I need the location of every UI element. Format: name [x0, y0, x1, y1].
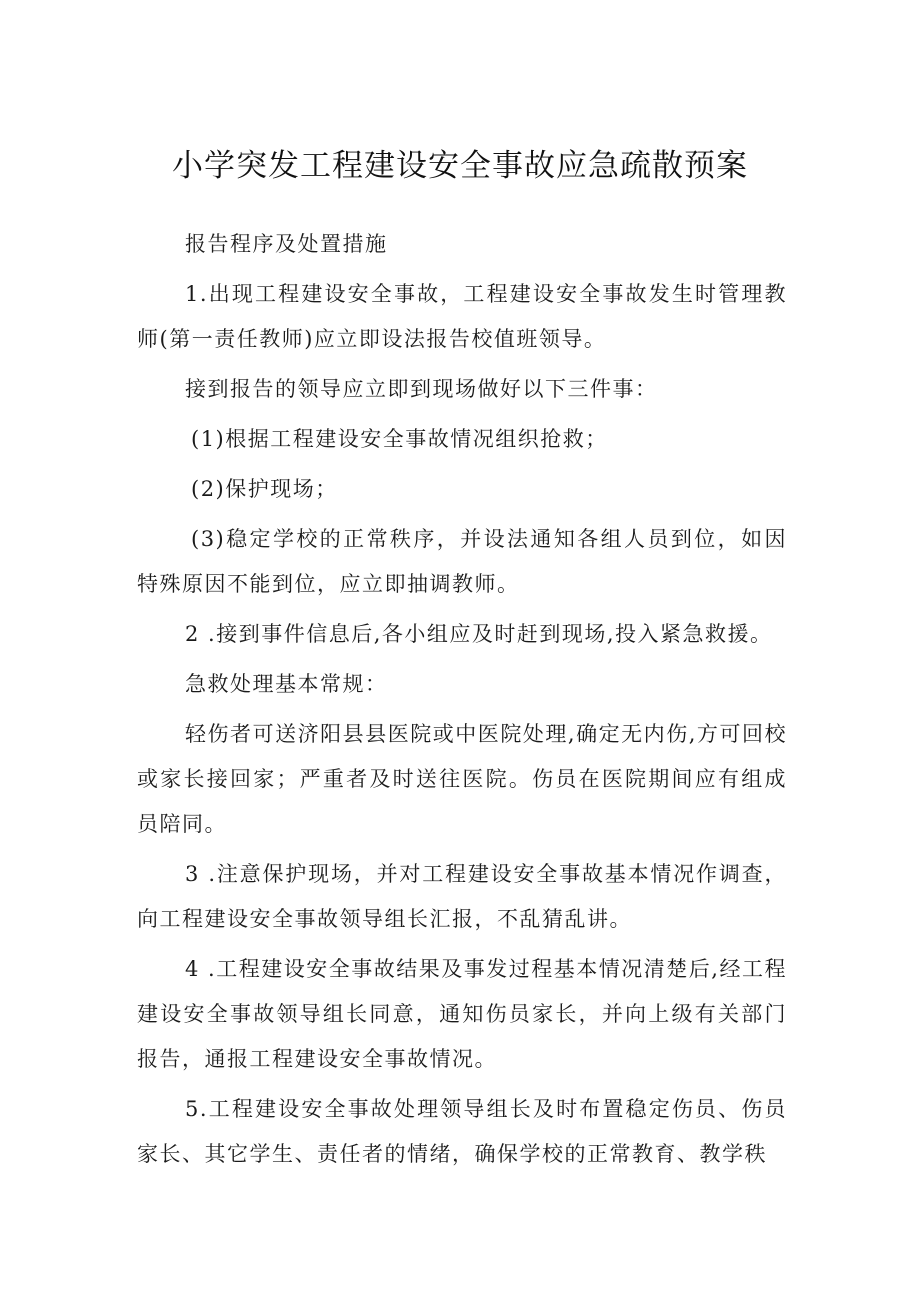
document-body — [137, 222, 787, 1182]
list-item-stabilize-order: (3)稳定学校的正常秩序，并设法通知各组人员到位，如因特殊原因不能到位，应立即抽调教师。 — [137, 527, 787, 596]
document-title: 小学突发工程建设安全事故应急疏散预案 — [172, 148, 748, 184]
paragraph-first-aid-heading: 急救处理基本常规： — [185, 672, 388, 696]
paragraph-step-5: 5.工程建设安全事故处理领导组长及时布置稳定伤员、伤员家长、其它学生、责任者的情绪，确保学校的正常教育、教学秩 — [137, 1097, 787, 1166]
section-heading: 报告程序及处置措施 — [185, 232, 388, 256]
paragraph-first-aid: 轻伤者可送济阳县县医院或中医院处理,确定无内伤,方可回校或家长接回家；严重者及时送往医院。伤员在医院期间应有组成员陪同。 — [137, 722, 787, 836]
list-item-protect-scene: (2)保护现场； — [191, 477, 338, 501]
paragraph-step-1: 1.出现工程建设安全事故，工程建设安全事故发生时管理教师(第一责任教师)应立即设法报告校值班领导。 — [137, 282, 787, 351]
list-item-rescue: (1)根据工程建设安全事故情况组织抢救； — [191, 427, 608, 451]
paragraph-step-3: 3 .注意保护现场，并对工程建设安全事故基本情况作调查，向工程建设安全事故领导组长汇报，不乱猜乱讲。 — [137, 862, 787, 931]
paragraph-leader-tasks: 接到报告的领导应立即到现场做好以下三件事： — [185, 377, 658, 401]
paragraph-step-4: 4 .工程建设安全事故结果及事发过程基本情况清楚后,经工程建设安全事故领导组长同意，通知伤员家长，并向上级有关部门报告，通报工程建设安全事故情况。 — [137, 957, 787, 1071]
paragraph-step-2: 2 .接到事件信息后,各小组应及时赶到现场,投入紧急救援。 — [185, 622, 773, 646]
